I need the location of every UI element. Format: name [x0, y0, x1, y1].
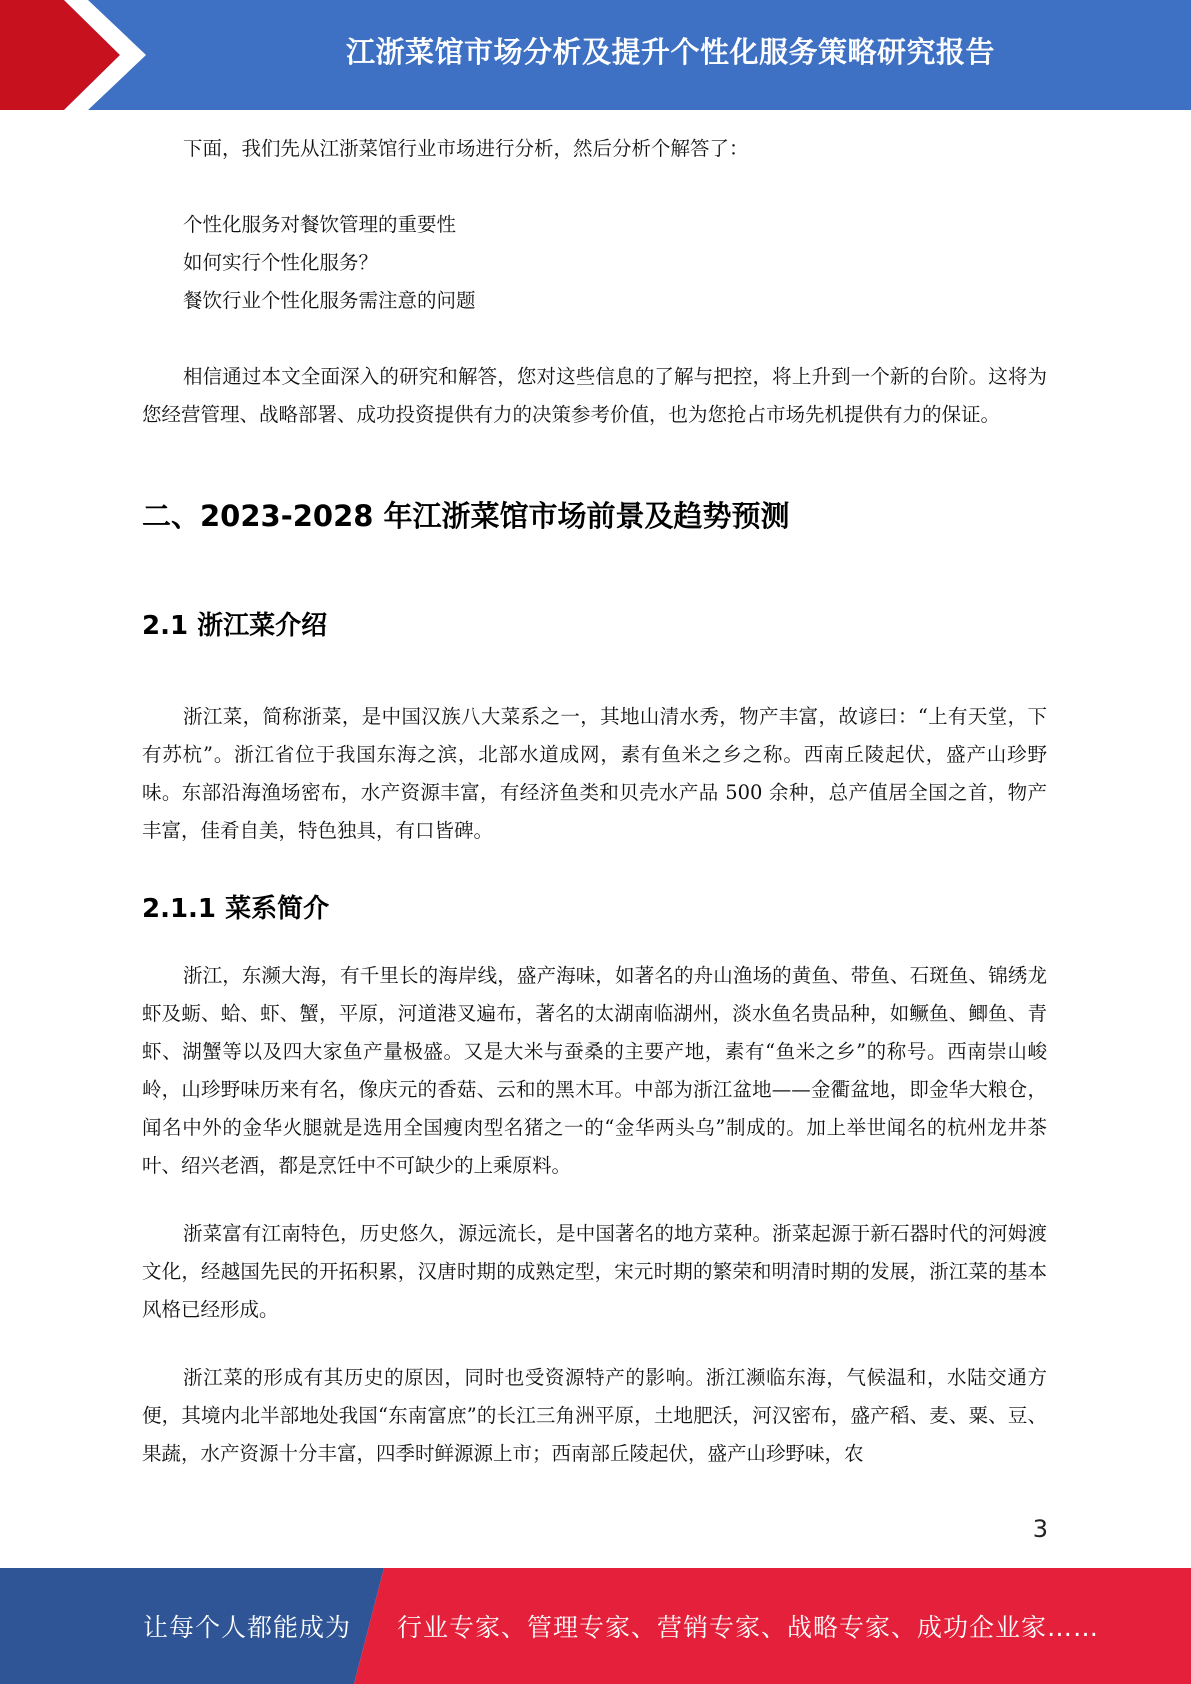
intro-lead: 下面，我们先从江浙菜馆行业市场进行分析，然后分析个解答了：	[183, 137, 749, 160]
page-header	[0, 0, 1191, 110]
subsection-heading: 2.1.1 菜系简介	[142, 894, 330, 924]
intro-list-item: 如何实行个性化服务？	[183, 251, 379, 274]
page-footer	[0, 1568, 1191, 1684]
header-arrow-decoration	[0, 0, 160, 110]
paragraph: 浙江菜，简称浙菜，是中国汉族八大菜系之一，其地山清水秀，物产丰富，故谚曰：“上有天堂，下有苏杭”。浙江省位于我国东海之滨，北部水道成网，素有鱼米之乡之称。西南丘陵起伏，盛产山珍野味。东部沿海渔场密布，水产资源丰富，有经济鱼类和贝壳水产品 500 余种，总产值居全国之首，物产丰富，佳肴自美，特色独具，有口皆碑。	[142, 705, 1047, 842]
report-title: 江浙菜馆市场分析及提升个性化服务策略研究报告	[345, 34, 995, 69]
paragraph: 浙江菜的形成有其历史的原因，同时也受资源特产的影响。浙江濒临东海，气候温和，水陆交通方便，其境内北半部地处我国“东南富庶”的长江三角洲平原，土地肥沃，河汉密布，盛产稻、麦、粟、豆、果蔬，水产资源十分丰富，四季时鲜源源上市；西南部丘陵起伏，盛产山珍野味，农	[142, 1366, 1047, 1465]
footer-slogan-right: 行业专家、管理专家、营销专家、战略专家、成功企业家……	[397, 1613, 1100, 1642]
page-number: 3	[1032, 1515, 1048, 1543]
paragraph: 浙江，东濒大海，有千里长的海岸线，盛产海味，如著名的舟山渔场的黄鱼、带鱼、石斑鱼、锦绣龙虾及蛎、蛤、虾、蟹，平原，河道港叉遍布，著名的太湖南临湖州，淡水鱼名贵品种，如鳜鱼、鲫鱼、青虾、湖蟹等以及四大家鱼产量极盛。又是大米与蚕桑的主要产地，素有“鱼米之乡”的称号。西南崇山峻岭，山珍野味历来有名，像庆元的香菇、云和的黑木耳。中部为浙江盆地——金衢盆地，即金华大粮仓，闻名中外的金华火腿就是选用全国瘦肉型名猪之一的“金华两头乌”制成的。加上举世闻名的杭州龙井茶叶、绍兴老酒，都是烹饪中不可缺少的上乘原料。	[142, 964, 1047, 1177]
intro-list-item: 餐饮行业个性化服务需注意的问题	[183, 289, 476, 312]
document-body	[142, 130, 1047, 1473]
section-heading: 二、2023-2028 年江浙菜馆市场前景及趋势预测	[142, 499, 790, 533]
subsection-heading: 2.1 浙江菜介绍	[142, 611, 328, 641]
footer-slogan-left: 让每个人都能成为	[143, 1613, 352, 1642]
intro-closing: 相信通过本文全面深入的研究和解答，您对这些信息的了解与把控，将上升到一个新的台阶。这将为您经营管理、战略部署、成功投资提供有力的决策参考价值，也为您抢占市场先机提供有力的保证。	[142, 365, 1047, 426]
paragraph: 浙菜富有江南特色，历史悠久，源远流长，是中国著名的地方菜种。浙菜起源于新石器时代的河姆渡文化，经越国先民的开拓积累，汉唐时期的成熟定型，宋元时期的繁荣和明清时期的发展，浙江菜的基本风格已经形成。	[142, 1222, 1047, 1321]
intro-list-item: 个性化服务对餐饮管理的重要性	[183, 213, 457, 236]
